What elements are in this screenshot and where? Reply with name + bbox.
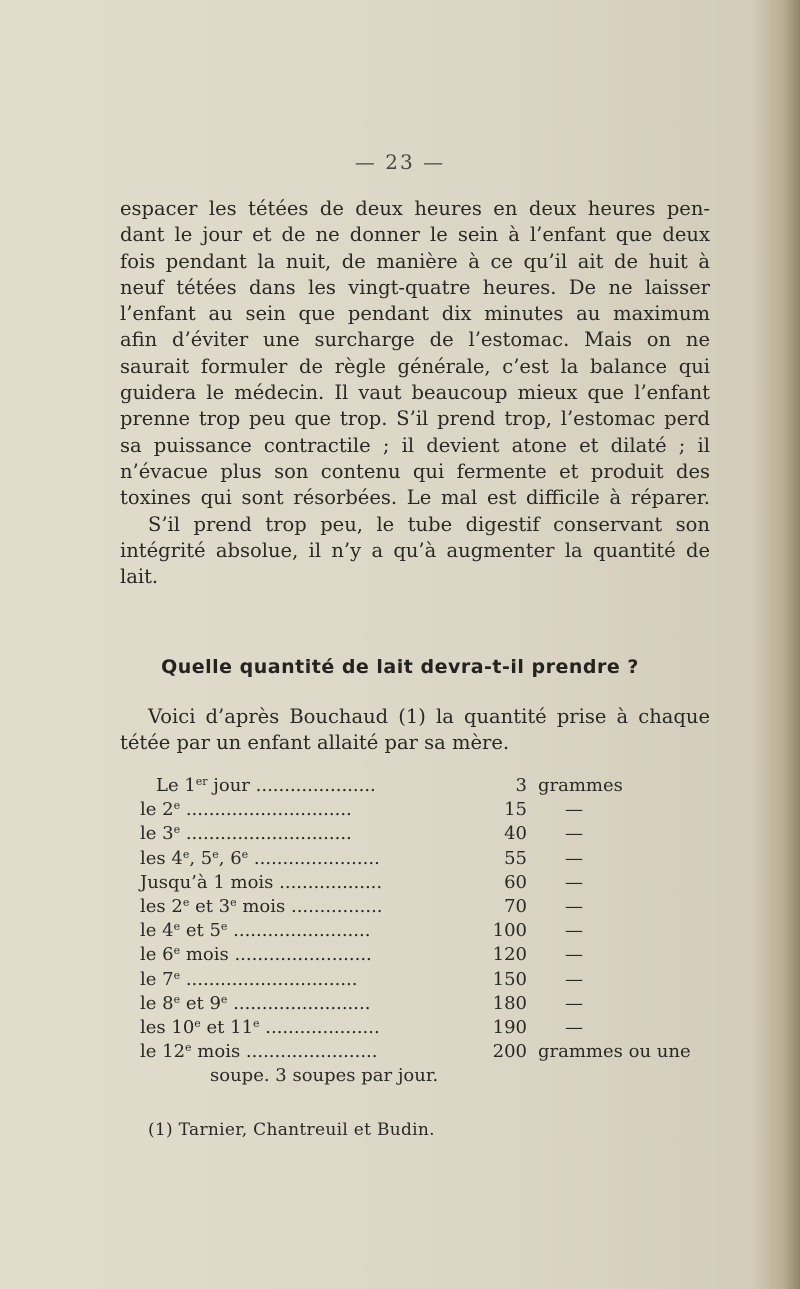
text-line: fois pendant la nuit, de manière à ce qu’il ait de huit à xyxy=(120,249,710,273)
row-label: le 8e et 9e ........................ xyxy=(140,992,371,1014)
row-unit: — xyxy=(565,847,583,869)
row-value: 55 xyxy=(504,847,527,869)
table-row xyxy=(120,798,720,822)
row-value: 40 xyxy=(504,823,527,845)
text-line: toxines qui sont résorbées. Le mal est difficile à réparer. xyxy=(120,486,710,510)
table-row xyxy=(120,774,720,798)
row-unit: — xyxy=(565,920,583,942)
row-unit: — xyxy=(565,992,583,1014)
footnote: (1) Tarnier, Chantreuil et Budin. xyxy=(148,1120,435,1140)
row-value: 70 xyxy=(504,895,527,917)
row-label: les 2e et 3e mois ................ xyxy=(140,895,383,917)
text-line: Voici d’après Bouchaud (1) la quantité prise à chaque xyxy=(148,705,710,728)
row-value: 150 xyxy=(492,968,527,990)
row-label: le 12e mois ....................... xyxy=(140,1041,378,1063)
row-value: 15 xyxy=(504,799,527,821)
row-unit: grammes xyxy=(538,775,623,796)
table-continuation xyxy=(120,1064,720,1088)
text-line: espacer les tétées de deux heures en deux heures pen- xyxy=(120,197,710,220)
text-line: guidera le médecin. Il vaut beaucoup mieux que l’enfant xyxy=(120,381,710,405)
table-row xyxy=(120,871,720,895)
table-row xyxy=(120,1040,720,1064)
row-label: les 4e, 5e, 6e ...................... xyxy=(140,847,380,869)
table-row xyxy=(120,968,720,992)
table-row xyxy=(120,943,720,967)
body-paragraph xyxy=(120,196,710,590)
row-label: le 6e mois ........................ xyxy=(140,944,372,966)
table-row xyxy=(120,895,720,919)
text-line: sa puissance contractile ; il devient atone et dilaté ; il xyxy=(120,433,710,457)
row-unit: — xyxy=(565,871,583,893)
section-heading: Quelle quantité de lait devra-t-il prendre ? xyxy=(161,656,639,678)
table-row xyxy=(120,847,720,871)
text-line: afin d’éviter une surcharge de l’estomac. Mais on ne xyxy=(120,328,710,352)
row-label: Le 1er jour ..................... xyxy=(156,775,376,796)
row-unit: — xyxy=(565,944,583,966)
row-unit: — xyxy=(565,799,583,821)
row-label: le 7e .............................. xyxy=(140,968,358,990)
row-unit: — xyxy=(565,968,583,990)
text-line: saurait formuler de règle générale, c’est la balance qui xyxy=(120,354,710,378)
text-line: intégrité absolue, il n’y a qu’à augmenter la quantité de xyxy=(120,538,710,562)
continuation-text: soupe. 3 soupes par jour. xyxy=(210,1065,439,1087)
text-line: neuf tétées dans les vingt-quatre heures. De ne laisser xyxy=(120,275,710,299)
table-row xyxy=(120,919,720,943)
row-value: 120 xyxy=(492,944,527,966)
row-unit: — xyxy=(565,823,583,845)
text-line: prenne trop peu que trop. S’il prend trop, l’estomac perd xyxy=(120,407,710,431)
quantity-table xyxy=(120,774,720,1088)
row-label: Jusqu’à 1 mois .................. xyxy=(140,871,383,893)
row-unit: — xyxy=(565,895,583,917)
table-row xyxy=(120,992,720,1016)
row-value: 180 xyxy=(492,992,527,1014)
row-label: les 10e et 11e .................... xyxy=(140,1016,380,1038)
row-value: 100 xyxy=(492,920,527,942)
row-value: 3 xyxy=(515,775,527,796)
text-line: S’il prend trop peu, le tube digestif conservant son xyxy=(148,512,710,536)
text-line: lait. xyxy=(120,565,159,589)
text-line: dant le jour et de ne donner le sein à l’enfant que deux xyxy=(120,223,710,247)
table-row xyxy=(120,1016,720,1040)
text-line: l’enfant au sein que pendant dix minutes au maximum xyxy=(120,302,710,326)
row-label: le 4e et 5e ........................ xyxy=(140,920,371,942)
row-value: 60 xyxy=(504,871,527,893)
intro-paragraph xyxy=(120,704,710,756)
row-unit: grammes ou une xyxy=(538,1041,691,1063)
row-value: 200 xyxy=(492,1041,527,1063)
row-value: 190 xyxy=(492,1016,527,1038)
text-line: n’évacue plus son contenu qui fermente et produit des xyxy=(120,459,710,483)
page-number: — 23 — xyxy=(354,150,446,174)
row-unit: — xyxy=(565,1016,583,1038)
text-line: tétée par un enfant allaité par sa mère. xyxy=(120,731,510,754)
table-row xyxy=(120,822,720,846)
row-label: le 2e ............................. xyxy=(140,799,352,821)
row-label: le 3e ............................. xyxy=(140,823,352,845)
